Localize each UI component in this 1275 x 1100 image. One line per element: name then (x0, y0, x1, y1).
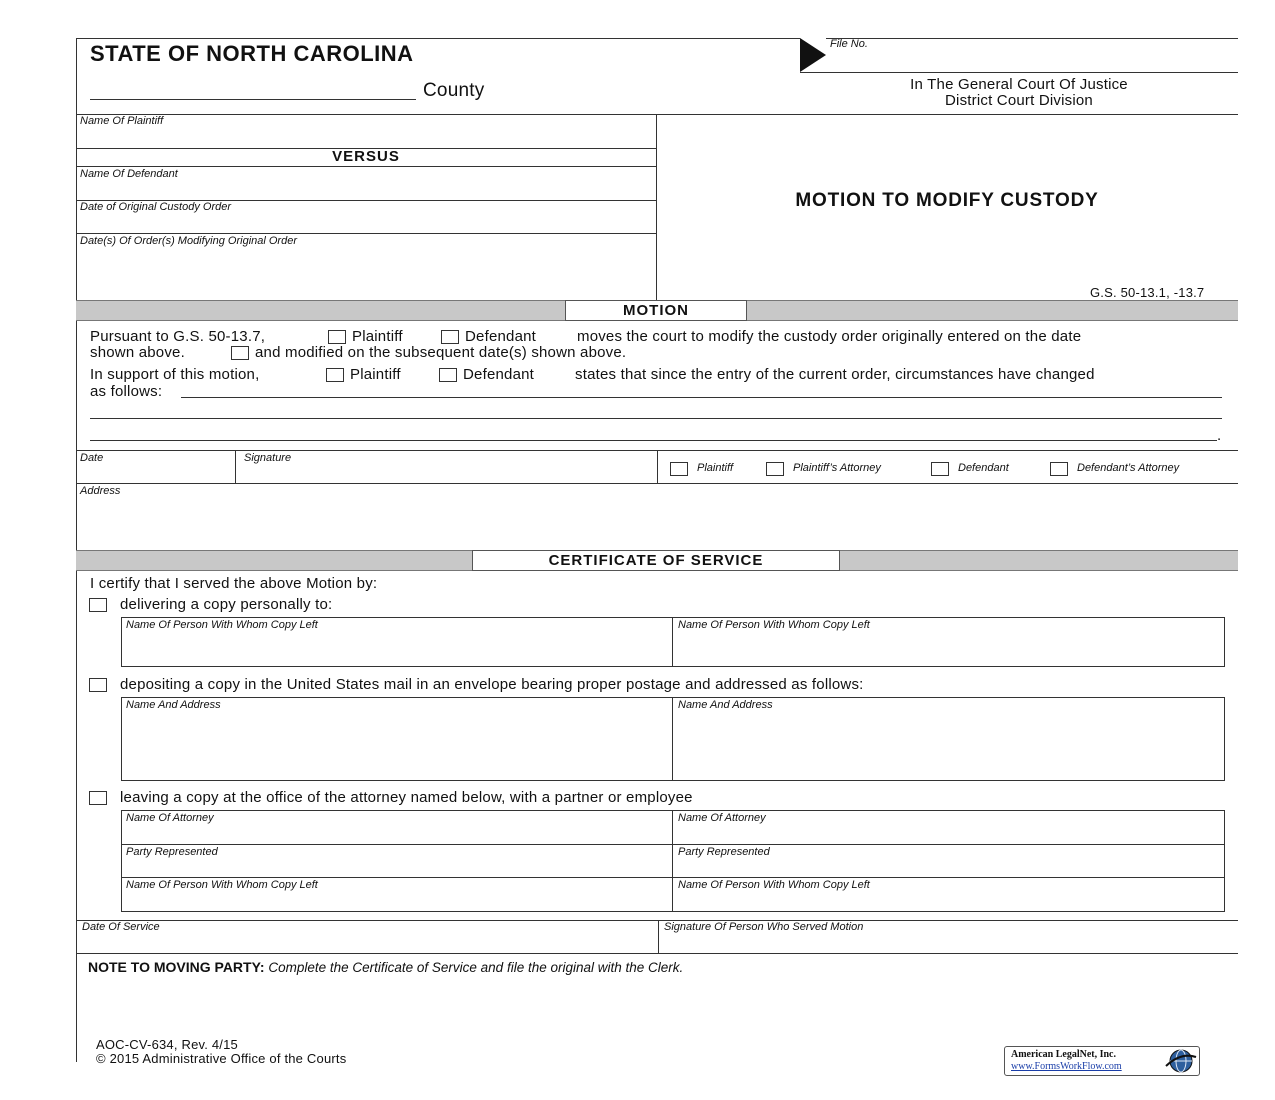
row-line (76, 920, 1238, 921)
signer-defendant-checkbox[interactable] (931, 462, 949, 476)
signer-defendant-label: Defendant (958, 462, 1009, 474)
date-label: Date (80, 452, 104, 464)
attorney-office-checkbox[interactable] (89, 791, 107, 805)
motion-section-title: MOTION (565, 300, 747, 321)
certificate-section-band (76, 550, 1238, 571)
plaintiff-name-label: Name Of Plaintiff (80, 115, 164, 127)
modifying-orders-field[interactable] (76, 248, 656, 298)
signature-label: Signature (244, 452, 292, 464)
form-number: AOC-CV-634, Rev. 4/15 (96, 1037, 238, 1052)
shown-above-text: shown above. (90, 344, 185, 361)
globe-icon (1163, 1048, 1197, 1074)
signer-plaintiff-attorney-checkbox[interactable] (766, 462, 784, 476)
as-follows-text: as follows: (90, 383, 163, 400)
copy-left-field-2[interactable] (673, 632, 1222, 665)
support-plaintiff-checkbox[interactable] (326, 368, 344, 382)
end-period: . (1217, 427, 1222, 444)
party-represented-field-1[interactable] (122, 859, 670, 876)
address-field[interactable] (76, 498, 1238, 548)
movant-defendant-label: Defendant (465, 328, 537, 345)
legalnet-brand-name: American LegalNet, Inc. (1011, 1049, 1116, 1060)
mail-delivery-label: depositing a copy in the United States mail in an envelope bearing proper postage and addressed as follows: (120, 676, 864, 693)
row-line (76, 233, 656, 234)
signer-plaintiff-checkbox[interactable] (670, 462, 688, 476)
certificate-section-title: CERTIFICATE OF SERVICE (472, 550, 840, 571)
court-line-1: In The General Court Of Justice (910, 76, 1128, 93)
date-of-service-label: Date Of Service (82, 921, 160, 933)
attorney-name-label-1: Name Of Attorney (126, 812, 214, 824)
address-label: Address (80, 485, 121, 497)
motion-section-band (76, 300, 1238, 321)
legalnet-badge[interactable] (1004, 1046, 1200, 1076)
pursuant-text: Pursuant to G.S. 50-13.7, (90, 328, 266, 345)
states-text: states that since the entry of the current order, circumstances have changed (575, 366, 1095, 383)
attorney-name-field-2[interactable] (673, 825, 1222, 843)
mail-delivery-checkbox[interactable] (89, 678, 107, 692)
circumstances-line-2[interactable] (90, 418, 1222, 419)
state-title: STATE OF NORTH CAROLINA (90, 41, 414, 66)
versus-label: VERSUS (332, 148, 400, 165)
circumstances-line-1[interactable] (181, 397, 1222, 398)
movant-defendant-checkbox[interactable] (441, 330, 459, 344)
row-line (76, 953, 1238, 954)
file-no-field[interactable] (800, 72, 1238, 73)
attorney-name-field-1[interactable] (122, 825, 670, 843)
name-address-field-1[interactable] (122, 712, 670, 778)
personal-delivery-label: delivering a copy personally to: (120, 596, 333, 613)
file-no-label: File No. (830, 38, 868, 50)
copy-left-label-2: Name Of Person With Whom Copy Left (678, 619, 870, 631)
signer-plaintiff-label: Plaintiff (697, 462, 734, 474)
defendant-name-label: Name Of Defendant (80, 168, 178, 180)
county-label: County (423, 80, 485, 101)
copy-left-field-1[interactable] (122, 632, 670, 665)
support-defendant-checkbox[interactable] (439, 368, 457, 382)
row-line (76, 483, 1238, 484)
party-represented-label-2: Party Represented (678, 846, 770, 858)
support-text: In support of this motion, (90, 366, 260, 383)
attorney-name-label-2: Name Of Attorney (678, 812, 766, 824)
support-defendant-label: Defendant (463, 366, 535, 383)
signer-defendant-attorney-label: Defendant’s Attorney (1077, 462, 1180, 474)
original-order-date-label: Date of Original Custody Order (80, 201, 232, 213)
note-text: Complete the Certificate of Service and file the original with the Clerk. (268, 960, 684, 975)
note-to-moving-party (88, 959, 683, 975)
server-signature-field[interactable] (659, 934, 1237, 952)
party-represented-label-1: Party Represented (126, 846, 218, 858)
file-no-arrow-icon (800, 38, 826, 72)
moves-text: moves the court to modify the custody order originally entered on the date (577, 328, 1082, 345)
original-order-date-field[interactable] (76, 214, 656, 233)
form-title: MOTION TO MODIFY CUSTODY (795, 190, 1099, 211)
copy-left-label-1: Name Of Person With Whom Copy Left (126, 619, 318, 631)
certify-intro: I certify that I served the above Motion by: (90, 575, 378, 592)
statute-reference: G.S. 50-13.1, -13.7 (1090, 285, 1205, 300)
personal-delivery-checkbox[interactable] (89, 598, 107, 612)
row-line (76, 166, 656, 167)
name-address-label-1: Name And Address (126, 699, 221, 711)
party-represented-field-2[interactable] (673, 859, 1222, 876)
support-plaintiff-label: Plaintiff (350, 366, 401, 383)
row-line (121, 844, 1224, 845)
circumstances-line-3[interactable] (90, 440, 1217, 441)
server-signature-label: Signature Of Person Who Served Motion (664, 921, 864, 933)
defendant-name-field[interactable] (76, 181, 656, 200)
file-no-top-border (826, 38, 1238, 39)
attorney-office-label: leaving a copy at the office of the attorney named below, with a partner or employee (120, 789, 693, 806)
name-address-label-2: Name And Address (678, 699, 773, 711)
note-bold: NOTE TO MOVING PARTY: (88, 959, 265, 975)
form-top-border (76, 38, 800, 39)
attorney-copy-left-field-1[interactable] (122, 892, 670, 909)
signer-defendant-attorney-checkbox[interactable] (1050, 462, 1068, 476)
movant-plaintiff-label: Plaintiff (352, 328, 403, 345)
county-name-field[interactable] (90, 99, 416, 100)
signature-field[interactable] (236, 464, 656, 482)
attorney-copy-left-label-1: Name Of Person With Whom Copy Left (126, 879, 318, 891)
modifying-orders-label: Date(s) Of Order(s) Modifying Original Order (80, 235, 297, 247)
legalnet-brand-url: www.FormsWorkFlow.com (1011, 1061, 1122, 1072)
movant-plaintiff-checkbox[interactable] (328, 330, 346, 344)
date-field[interactable] (76, 464, 234, 482)
name-address-field-2[interactable] (673, 712, 1222, 778)
modified-text: and modified on the subsequent date(s) shown above. (255, 344, 627, 361)
col-line (657, 450, 658, 484)
modified-checkbox[interactable] (231, 346, 249, 360)
plaintiff-name-field[interactable] (76, 128, 656, 147)
attorney-copy-left-label-2: Name Of Person With Whom Copy Left (678, 879, 870, 891)
header-divider (76, 114, 1238, 115)
copyright: © 2015 Administrative Office of the Courts (96, 1051, 347, 1066)
date-of-service-field[interactable] (77, 934, 657, 952)
court-line-2: District Court Division (945, 92, 1093, 109)
row-line (121, 877, 1224, 878)
signer-plaintiff-attorney-label: Plaintiff’s Attorney (793, 462, 881, 474)
attorney-copy-left-field-2[interactable] (673, 892, 1222, 909)
